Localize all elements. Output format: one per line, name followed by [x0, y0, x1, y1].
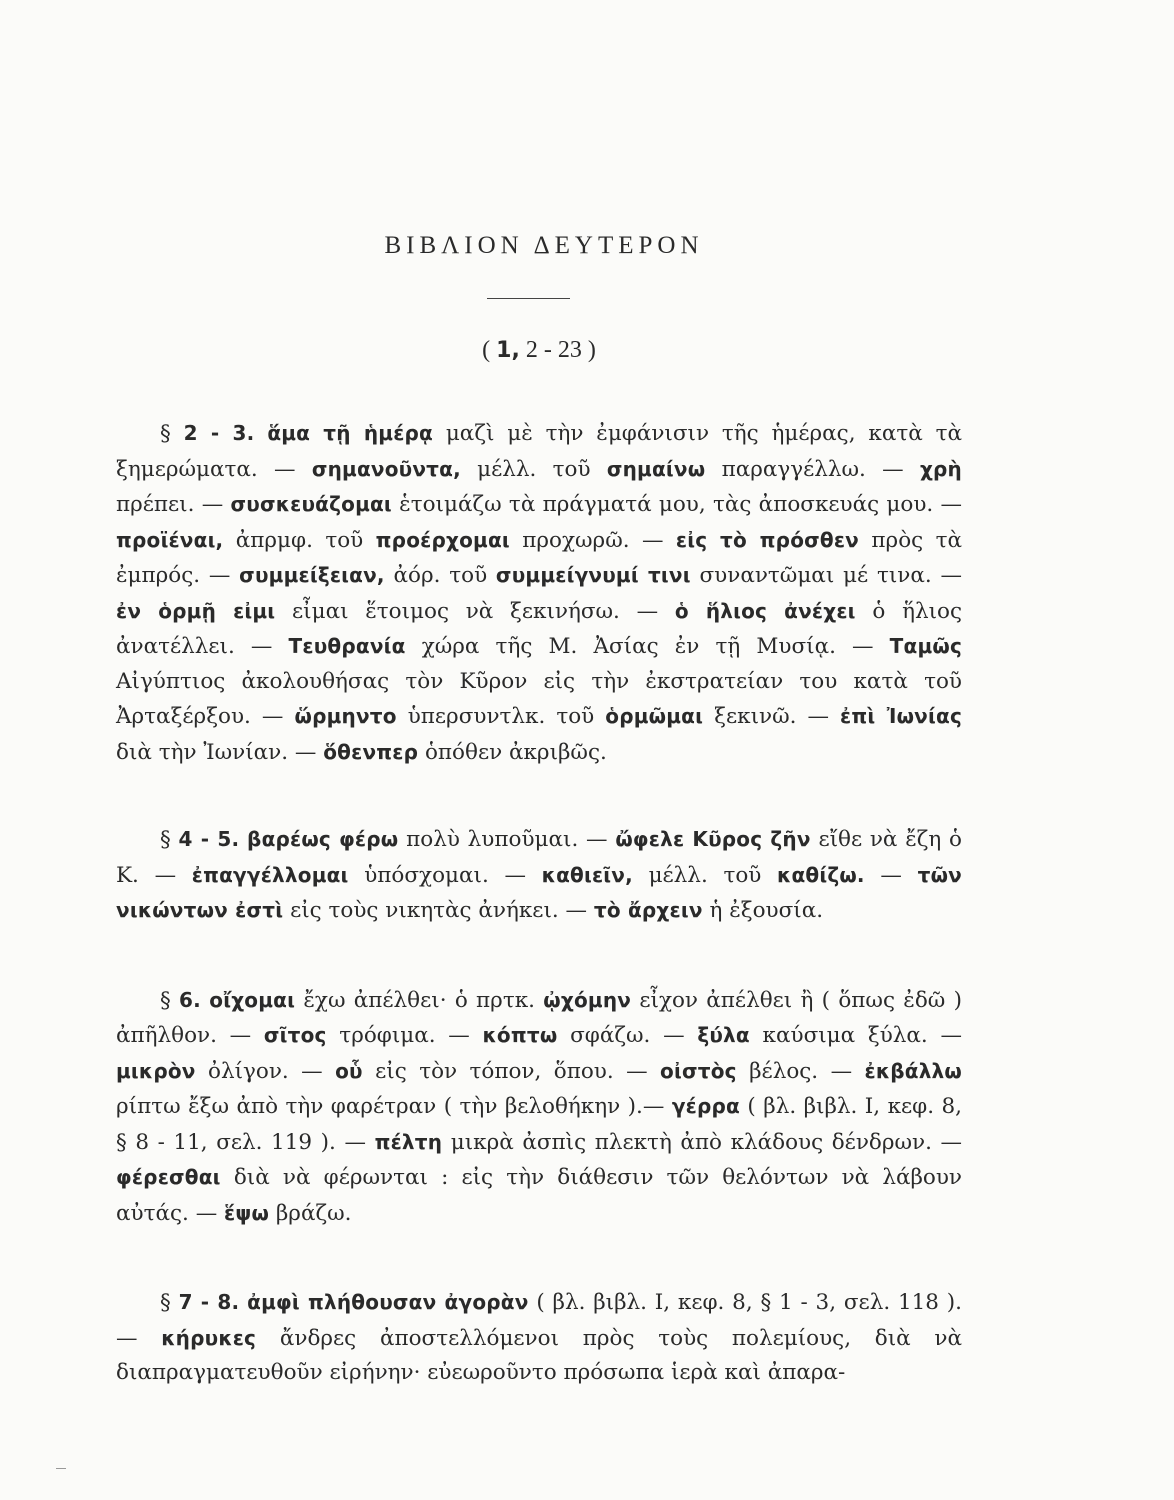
gloss-text: ( βλ. βιβλ. Ι, κεφ. 8, § 8 - 11, σελ. 119 ). —: [116, 1094, 963, 1155]
corner-mark: [56, 1468, 66, 1469]
gloss-text: ἀόρ. τοῦ: [384, 563, 496, 588]
page-title: ΒΙΒΛΙΟΝ ΔΕΥΤΕΡΟΝ: [384, 232, 704, 259]
headword: σημαίνω: [606, 456, 706, 481]
gloss-text: ὀλίγον. —: [195, 1058, 336, 1084]
gloss-text: καύσιμα ξύλα. —: [749, 1023, 962, 1048]
headword: εἰς τὸ πρόσθεν: [675, 527, 860, 552]
gloss-text: §: [160, 827, 179, 852]
headword: τὸ ἄρχειν: [593, 898, 703, 922]
chapter-range-rest: 2 - 23: [519, 337, 588, 363]
headword: ἐπαγγέλλομαι: [191, 862, 349, 887]
headword: ἐν ὁρμῇ εἰμι: [116, 598, 276, 623]
gloss-text: §: [160, 987, 180, 1013]
gloss-text: ὁπόθεν ἀκριβῶς.: [418, 739, 607, 765]
headword: ἅμα τῇ ἡμέρᾳ: [267, 421, 433, 445]
headword: ὁ ἥλιος ἀνέχει: [674, 598, 856, 623]
gloss-text: μέλλ. τοῦ: [460, 456, 607, 482]
gloss-text: πρέπει. —: [116, 492, 231, 517]
headword: 6.: [179, 987, 201, 1012]
gloss-text: βράζω.: [269, 1200, 352, 1226]
headword: ἕψω: [224, 1200, 270, 1225]
gloss-text: τρόφιμα. —: [326, 1023, 483, 1048]
gloss-text: ὑπόσχομαι. —: [348, 862, 542, 888]
gloss-text: εἶχον ἀπέλθει ἢ ( ὅπως ἐδῶ ) ἀπῆλθον. —: [116, 987, 962, 1048]
title-rule: [487, 298, 570, 299]
paragraph-6: [116, 983, 962, 1232]
headword: συσκευάζομαι: [230, 492, 392, 516]
headword: κήρυκες: [161, 1325, 257, 1350]
gloss-text: εἰς τὸν τόπον, ὅπου. —: [362, 1058, 661, 1084]
paragraph-7-8: [116, 1285, 962, 1391]
headword: οὗ: [335, 1058, 363, 1083]
gloss-text: σφάζω. —: [557, 1023, 698, 1048]
headword: φέρεσθαι: [116, 1165, 221, 1189]
gloss-text: διὰ τὴν Ἰωνίαν. —: [116, 739, 324, 765]
headword: συμμείξειαν,: [239, 563, 385, 587]
headword: σῖτος: [263, 1023, 327, 1047]
chapter-range: ( 1, 2 - 23 ): [482, 337, 596, 363]
headword: κόπτω: [482, 1023, 558, 1047]
gloss-text: §: [160, 421, 184, 446]
gloss-text: ἡ ἐξουσία.: [702, 898, 824, 923]
gloss-text: πολὺ λυποῦμαι. —: [398, 827, 616, 852]
headword: γέρρα: [671, 1094, 740, 1118]
headword: οἰστὸς: [660, 1058, 737, 1083]
gloss-text: [239, 1290, 247, 1315]
headword: ᾠχόμην: [543, 987, 632, 1012]
gloss-text: ρίπτω ἔξω ἀπὸ τὴν φαρέτραν ( τὴν βελοθήκην ).—: [116, 1094, 672, 1119]
gloss-text: μέλλ. τοῦ: [632, 862, 778, 888]
headword: ὅθενπερ: [323, 739, 419, 764]
paragraph-4-5: [116, 822, 962, 929]
gloss-text: ὑπερσυντλκ. τοῦ: [396, 704, 606, 729]
headword: ὁρμῶμαι: [605, 704, 704, 728]
paragraph-2-3: [116, 416, 962, 770]
headword: μικρὸν: [116, 1058, 196, 1083]
gloss-text: προχωρῶ. —: [509, 527, 676, 553]
headword: συμμείγνυμί τινι: [495, 563, 691, 587]
gloss-text: μαζὶ μὲ τὴν ἐμφάνισιν τῆς ἡμέρας, κατὰ τὰ ξημερώματα. —: [116, 421, 963, 482]
gloss-text: παραγγέλλω. —: [705, 456, 920, 482]
headword: τῶν νικώντων ἐστὶ: [116, 862, 962, 922]
headword: Τευθρανία: [288, 634, 406, 658]
headword: προέρχομαι: [375, 527, 510, 552]
gloss-text: [254, 421, 267, 446]
gloss-text: ξεκινῶ. —: [703, 704, 841, 729]
gloss-text: μικρὰ ἀσπὶς πλεκτὴ ἀπὸ κλάδους δένδρων. —: [442, 1129, 962, 1155]
headword: σημανοῦντα,: [311, 456, 461, 481]
gloss-text: §: [160, 1290, 179, 1315]
gloss-text: ἔχω ἀπέλθει· ὁ πρτκ.: [295, 987, 544, 1013]
gloss-text: ὁ ἥλιος ἀνατέλλει. —: [116, 598, 962, 659]
gloss-text: [239, 827, 247, 852]
headword: ἀμφὶ πλήθουσαν ἀγορὰν: [247, 1290, 529, 1314]
headword: Ταμῶς: [889, 634, 963, 658]
gloss-text: —: [864, 862, 918, 888]
headword: πέλτη: [374, 1129, 443, 1154]
headword: βαρέως φέρω: [247, 827, 399, 851]
headword: ὤφελε Κῦρος ζῆν: [615, 827, 811, 851]
gloss-text: συναντῶμαι μέ τινα. —: [690, 563, 962, 588]
headword: ὥρμηντο: [294, 704, 397, 728]
headword: χρὴ: [919, 456, 962, 481]
headword: οἴχομαι: [209, 987, 296, 1012]
commentary-body: [116, 416, 962, 1451]
gloss-text: βέλος. —: [736, 1058, 865, 1084]
headword: καθιεῖν,: [541, 862, 633, 887]
headword: ἐπὶ Ἰωνίας: [840, 704, 962, 728]
headword: ἐκβάλλω: [864, 1058, 962, 1083]
gloss-text: ἀπρμφ. τοῦ: [223, 527, 376, 553]
headword: 2 - 3.: [183, 421, 255, 445]
headword: προϊέναι,: [116, 527, 224, 552]
gloss-text: πρὸς τὰ ἐμπρός. —: [116, 527, 963, 588]
chapter-range-bold: 1,: [496, 338, 520, 363]
gloss-text: ( βλ. βιβλ. Ι, κεφ. 8, § 1 - 3, σελ. 118 ). —: [116, 1290, 963, 1351]
headword: 7 - 8.: [178, 1290, 240, 1314]
gloss-text: εἰς τοὺς νικητὰς ἀνήκει. —: [283, 898, 594, 923]
gloss-text: ἄνδρες ἀποστελλόμενοι πρὸς τοὺς πολεμίους, διὰ νὰ διαπραγματευθοῦν εἰρήνην· εὐεωροῦντο πρόσωπα ἱερὰ καὶ ἀπαρα-: [116, 1325, 962, 1385]
gloss-text: ἑτοιμάζω τὰ πράγματά μου, τὰς ἀποσκευάς μου. —: [391, 492, 962, 517]
gloss-text: εἴθε νὰ ἔζη ὁ Κ. —: [116, 827, 963, 888]
headword: ξύλα: [697, 1023, 750, 1047]
gloss-text: εἶμαι ἕτοιμος νὰ ξεκινήσω. —: [275, 598, 675, 624]
headword: καθίζω.: [777, 862, 865, 887]
gloss-text: διὰ νὰ φέρωνται : εἰς τὴν διάθεσιν τῶν θελόντων νὰ λάβουν αὐτάς. —: [116, 1165, 962, 1226]
headword: 4 - 5.: [178, 827, 240, 851]
gloss-text: χώρα τῆς Μ. Ἀσίας ἐν τῇ Μυσίᾳ. —: [405, 634, 890, 659]
gloss-text: Αἰγύπτιος ἀκολουθήσας τὸν Κῦρον εἰς τὴν ἐκστρατείαν του κατὰ τοῦ Ἀρταξέρξου. —: [116, 668, 962, 729]
